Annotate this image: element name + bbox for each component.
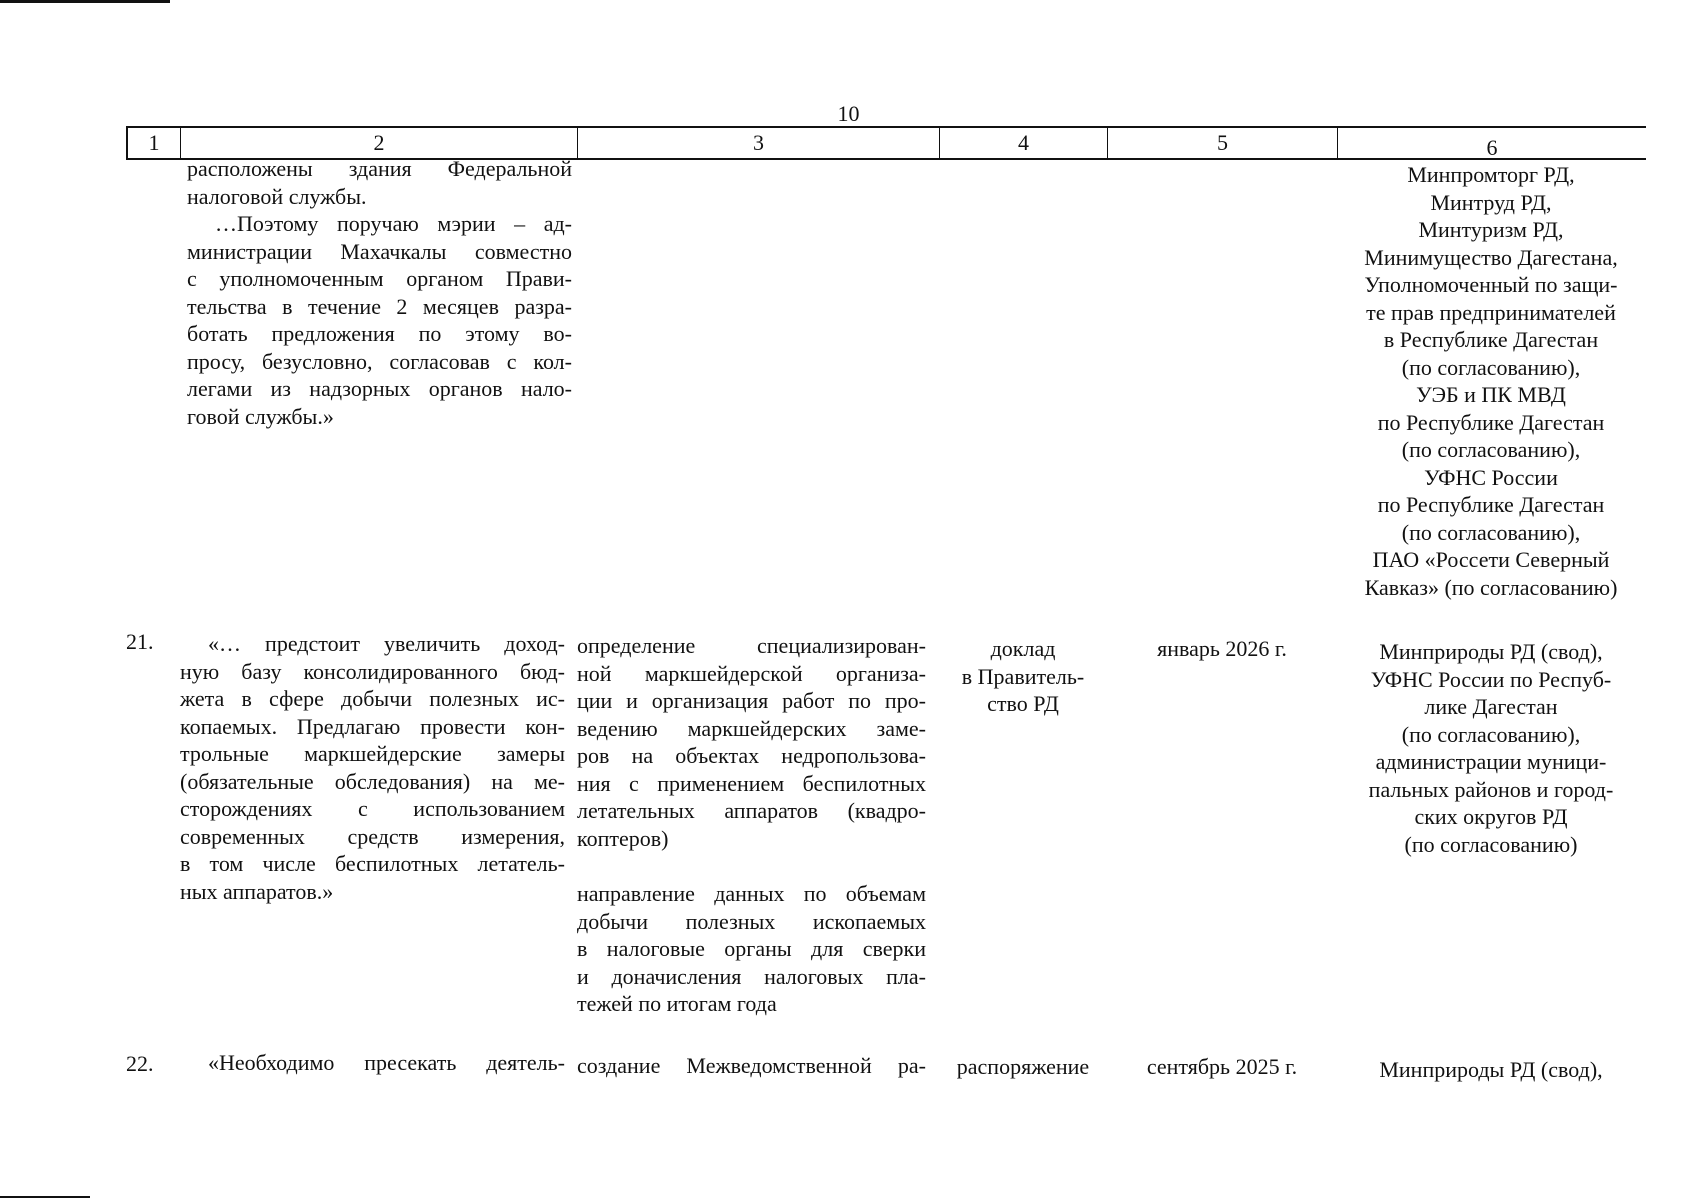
text-line: (обязательные обследования) на ме- [180, 768, 565, 794]
text-line: доклад [990, 636, 1056, 661]
text-line: трольные маркшейдерские замеры [180, 741, 565, 766]
row-21-number: 21. [126, 629, 154, 654]
row-22-col2 [180, 1049, 565, 1077]
text-line: просу, безусловно, согласовав с кол- [187, 348, 572, 374]
text-line: сентябрь 2025 г. [1146, 1054, 1298, 1079]
text-line: в Республике Дагестан [1383, 327, 1599, 352]
text-line: расположены здания Федеральной [187, 156, 572, 181]
text-line: (по согласованию), [1401, 519, 1581, 545]
text-line: ство РД [987, 691, 1059, 716]
text-line: ной маркшейдерской организа- [577, 660, 926, 686]
text-line: ции и организация работ по про- [577, 688, 926, 713]
text-line: тежей по итогам года [577, 991, 777, 1016]
text-line: (по согласованию), [1401, 437, 1581, 462]
text-line: УФНС России [1424, 464, 1558, 490]
header-col-6: 6 [1337, 128, 1646, 158]
text-line: по Республике Дагестан [1377, 492, 1605, 517]
row-21-col2 [180, 630, 565, 905]
text-line: Минимущество Дагестана, [1364, 244, 1618, 270]
row-21-col3 [577, 632, 926, 1018]
text-line: ских округов РД [1414, 804, 1568, 829]
text-line: те прав предпринимателей [1366, 299, 1616, 325]
text-line: легами из надзорных органов нало- [187, 376, 572, 401]
header-col-2: 2 [180, 128, 577, 158]
text-line: летательных аппаратов (квадро- [577, 798, 926, 823]
header-col-4: 4 [939, 128, 1107, 158]
text-line: в налоговые органы для сверки [577, 936, 926, 961]
text-line: копаемых. Предлагаю провести кон- [180, 713, 565, 739]
text-line: распоряжение [956, 1054, 1090, 1079]
row-22-number: 22. [126, 1051, 154, 1076]
text-line: январь 2026 г. [1157, 636, 1287, 661]
text-line: Минприроды РД (свод), [1379, 639, 1603, 664]
text-line: тельства в течение 2 месяцев разра- [187, 293, 572, 319]
page-number: 10 [837, 101, 860, 126]
text-line: в том числе беспилотных летатель- [180, 851, 565, 876]
text-line: Минприроды РД (свод), [1379, 1057, 1603, 1082]
text-line: ных аппаратов.» [180, 878, 334, 904]
text-line: сторождениях с использованием [180, 796, 565, 821]
continuation-col6 [1337, 161, 1645, 601]
text-line: Уполномоченный по защи- [1364, 272, 1618, 297]
text-line: министрации Махачкалы совместно [187, 238, 572, 264]
row-22-col6 [1337, 1056, 1645, 1084]
text-line: Минтуризм РД, [1418, 217, 1564, 242]
text-line: (по согласованию), [1401, 721, 1581, 747]
text-line: современных средств измерения, [180, 823, 565, 849]
text-line: Кавказ» (по согласованию) [1364, 574, 1618, 600]
header-col-5: 5 [1107, 128, 1337, 158]
text-line: налоговой службы. [187, 183, 367, 209]
text-line: направление данных по объемам [577, 881, 926, 906]
text-line: ния с применением беспилотных [577, 770, 926, 796]
text-line: «… предстоит увеличить доход- [208, 631, 565, 656]
row-21-col4 [939, 635, 1107, 718]
text-line: ботать предложения по этому во- [187, 321, 572, 346]
text-line: по Республике Дагестан [1377, 409, 1605, 435]
text-line: определение специализирован- [577, 633, 926, 658]
text-line: администрации муници- [1375, 749, 1607, 774]
scan-edge-bottom [0, 1196, 90, 1198]
text-line: и доначисления налоговых пла- [577, 963, 926, 989]
text-line: Минпромторг РД, [1407, 162, 1575, 187]
row-22-col5 [1107, 1053, 1337, 1081]
text-line: пальных районов и город- [1368, 776, 1614, 802]
text-line: ную базу консолидированного бюд- [180, 658, 565, 684]
row-21-col6 [1337, 638, 1645, 858]
text-line: создание Межведомственной ра- [577, 1053, 926, 1078]
text-line: «Необходимо пресекать деятель- [208, 1050, 565, 1075]
row-21-col5 [1107, 635, 1337, 663]
header-col-3: 3 [577, 128, 939, 158]
text-line: (по согласованию) [1404, 831, 1578, 857]
text-line: лике Дагестан [1424, 694, 1558, 719]
text-line: в Правитель- [961, 663, 1085, 689]
text-line: добычи полезных ископаемых [577, 908, 926, 934]
scan-edge-top [0, 0, 170, 3]
row-22-col4 [939, 1053, 1107, 1081]
text-line: коптеров) [577, 825, 669, 851]
text-line: (по согласованию), [1401, 354, 1581, 380]
text-line: …Поэтому поручаю мэрии – ад- [215, 211, 572, 236]
row-22-col3 [577, 1052, 926, 1080]
text-line: с уполномоченным органом Прави- [187, 266, 572, 291]
text-line: УЭБ и ПК МВД [1416, 382, 1566, 407]
text-line: УФНС России по Респуб- [1370, 666, 1612, 692]
text-line: Минтруд РД, [1430, 189, 1552, 215]
text-line: ПАО «Россети Северный [1372, 547, 1610, 572]
text-line: жета в сфере добычи полезных ис- [180, 686, 565, 711]
text-line: ведению маркшейдерских заме- [577, 715, 926, 741]
text-line: ров на объектах недропользова- [577, 743, 926, 768]
text-line: говой службы.» [187, 403, 334, 429]
header-col-1: 1 [126, 128, 180, 158]
continuation-col2 [187, 155, 572, 430]
paragraph-gap [577, 852, 926, 880]
